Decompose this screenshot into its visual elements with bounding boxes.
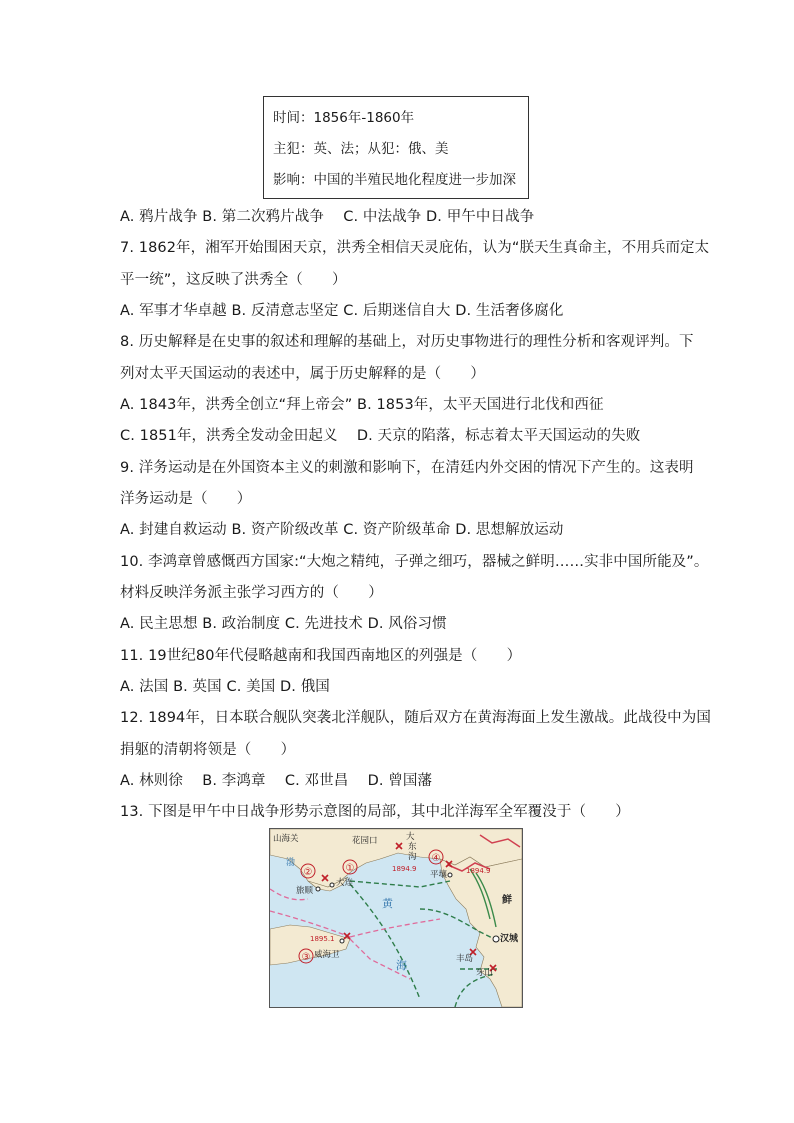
marker-2: ② xyxy=(303,867,313,878)
label-lushun: 旅顺 xyxy=(296,886,314,896)
q11-stem: 11. 19世纪80年代侵略越南和我国西南地区的列强是（ ） xyxy=(120,648,522,664)
label-huang: 黄 xyxy=(382,897,393,910)
label-gou: 沟 xyxy=(408,852,417,862)
q9-stem-2: 洋务运动是（ ） xyxy=(120,491,252,507)
q11-options: A. 法国 B. 英国 C. 美国 D. 俄国 xyxy=(120,679,330,695)
q9-stem-1: 9. 洋务运动是在外国资本主义的刺激和影响下，在清廷内外交困的情况下产生的。这表明 xyxy=(120,460,694,476)
q7-stem-1: 7. 1862年，湘军开始围困天京，洪秀全相信天灵庇佑，认为“朕天生真命主，不用兵而定太 xyxy=(120,240,710,256)
q8-stem-2: 列对太平天国运动的表述中，属于历史解释的是（ ） xyxy=(120,366,485,382)
info-time: 时间：1856年-1860年 xyxy=(273,110,415,126)
label-xian: 鲜 xyxy=(502,895,512,906)
q8-options-ab: A. 1843年，洪秀全创立“拜上帝会” B. 1853年，太平天国进行北伐和西征 xyxy=(120,397,604,413)
info-box xyxy=(263,96,529,199)
q8-options-cd: C. 1851年，洪秀全发动金田起义 D. 天京的陷落，标志着太平天国运动的失败 xyxy=(120,428,641,444)
label-da: 大 xyxy=(406,832,415,842)
info-culprits: 主犯：英、法；从犯：俄、美 xyxy=(273,141,449,157)
q10-stem-2: 材料反映洋务派主张学习西方的（ ） xyxy=(120,585,383,601)
label-shanhaiguan: 山海关 xyxy=(273,834,299,844)
q10-stem-1: 10. 李鸿章曾感慨西方国家:“大炮之精纯，子弹之细巧，器械之鲜明……实非中国所能及”。 xyxy=(120,554,709,570)
q7-stem-2: 平一统”，这反映了洪秀全（ ） xyxy=(120,272,347,288)
q12-options: A. 林则徐 B. 李鸿章 C. 邓世昌 D. 曾国藩 xyxy=(120,773,433,789)
war-map xyxy=(269,828,523,1008)
label-hai: 海 xyxy=(396,959,407,972)
q8-stem-1: 8. 历史解释是在史事的叙述和理解的基础上，对历史事物进行的理性分析和客观评判。下 xyxy=(120,334,694,350)
label-date-2: 1894.9 xyxy=(466,867,491,875)
q7-options: A. 军事才华卓越 B. 反清意志坚定 C. 后期迷信自大 D. 生活奢侈腐化 xyxy=(120,303,564,319)
label-pingrang: 平壤 xyxy=(430,870,448,880)
label-bo: 渤 xyxy=(286,858,296,868)
q13-stem: 13. 下图是甲午中日战争形势示意图的局部，其中北洋海军全军覆没于（ ） xyxy=(120,804,630,820)
marker-3: ③ xyxy=(301,952,311,963)
q12-stem-1: 12. 1894年，日本联合舰队突袭北洋舰队，随后双方在黄海海面上发生激战。此战役中为国 xyxy=(120,710,711,726)
label-dong: 东 xyxy=(408,842,417,852)
q9-options: A. 封建自救运动 B. 资产阶级改革 C. 资产阶级革命 D. 思想解放运动 xyxy=(120,522,564,538)
label-hancheng: 汉城 xyxy=(500,934,519,944)
q10-options: A. 民主思想 B. 政治制度 C. 先进技术 D. 风俗习惯 xyxy=(120,616,447,632)
q6-options: A. 鸦片战争 B. 第二次鸦片战争 C. 中法战争 D. 甲午中日战争 xyxy=(120,209,535,225)
marker-1: ① xyxy=(345,863,355,874)
label-huayuankou: 花园口 xyxy=(352,836,378,846)
war-map-graphic xyxy=(270,829,522,1007)
label-weihaiwei: 威海卫 xyxy=(314,950,340,960)
label-fengdao: 丰岛 xyxy=(456,954,474,964)
label-date-3: 1895.1 xyxy=(310,935,335,943)
marker-4: ④ xyxy=(431,853,441,864)
info-impact: 影响：中国的半殖民地化程度进一步加深 xyxy=(273,172,516,188)
q12-stem-2: 捐躯的清朝将领是（ ） xyxy=(120,742,296,758)
label-yashan: 牙山 xyxy=(476,968,494,978)
label-dalian: 大连 xyxy=(336,878,354,888)
label-date-1: 1894.9 xyxy=(392,865,417,873)
